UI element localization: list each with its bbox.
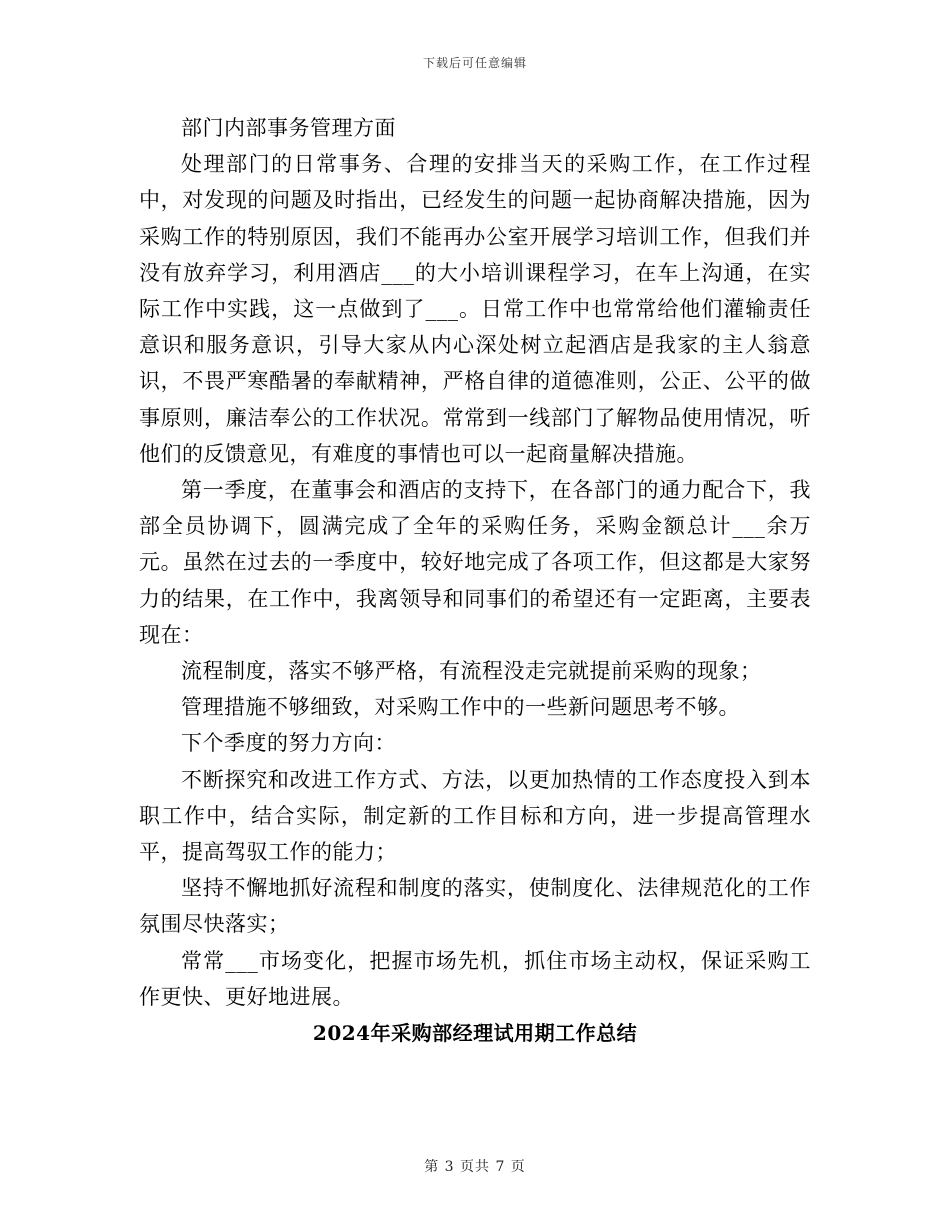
page-number: 第 3 页共 7 页 xyxy=(424,1159,526,1175)
paragraph-goal-market: 常常___市场变化，把握市场先机，抓住市场主动权，保证采购工作更快、更好地进展。 xyxy=(139,948,811,1009)
paragraph-first-quarter: 第一季度，在董事会和酒店的支持下，在各部门的通力配合下，我部全员协调下，圆满完成了全年的采购任务，采购金额总计___余万元。虽然在过去的一季度中，较好地完成了各项工作，但这都是大家努力的结果，在工作中，我离领导和同事们的希望还有一定距离，主要表现在： xyxy=(139,478,811,647)
page-header-note: 下载后可任意编辑 xyxy=(422,56,527,70)
paragraph-issue-process: 流程制度，落实不够严格，有流程没走完就提前采购的现象； xyxy=(181,659,762,684)
paragraph-next-quarter: 下个季度的努力方向： xyxy=(181,731,396,756)
paragraph-issue-measures: 管理措施不够细致，对采购工作中的一些新问题思考不够。 xyxy=(181,695,740,720)
paragraph-section-heading: 部门内部事务管理方面 xyxy=(181,116,396,140)
document-body xyxy=(139,110,811,1051)
paragraph-daily-affairs: 处理部门的日常事务、合理的安排当天的采购工作，在工作过程中，对发现的问题及时指出，已经发生的问题一起协商解决措施，因为采购工作的特别原因，我们不能再办公室开展学习培训工作，但我们并没有放弃学习，利用酒店___的大小培训课程学习，在车上沟通，在实际工作中实践，这一点做到了___。日常工作中也常常给他们灌输责任意识和服务意识，引导大家从内心深处树立起酒店是我家的主人翁意识，不畏严寒酷暑的奉献精神，严格自律的道德准则，公正、公平的做事原则，廉洁奉公的工作状况。常常到一线部门了解物品使用情况，听他们的反馈意见，有难度的事情也可以一起商量解决措施。 xyxy=(139,152,811,466)
paragraph-goal-process: 坚持不懈地抓好流程和制度的落实，使制度化、法律规范化的工作氛围尽快落实； xyxy=(139,876,811,937)
section-title: 2024年采购部经理试用期工作总结 xyxy=(312,1021,638,1046)
paragraph-goal-improve: 不断探究和改进工作方式、方法，以更加热情的工作态度投入到本职工作中，结合实际，制定新的工作目标和方向，进一步提高管理水平，提高驾驭工作的能力； xyxy=(139,767,811,865)
